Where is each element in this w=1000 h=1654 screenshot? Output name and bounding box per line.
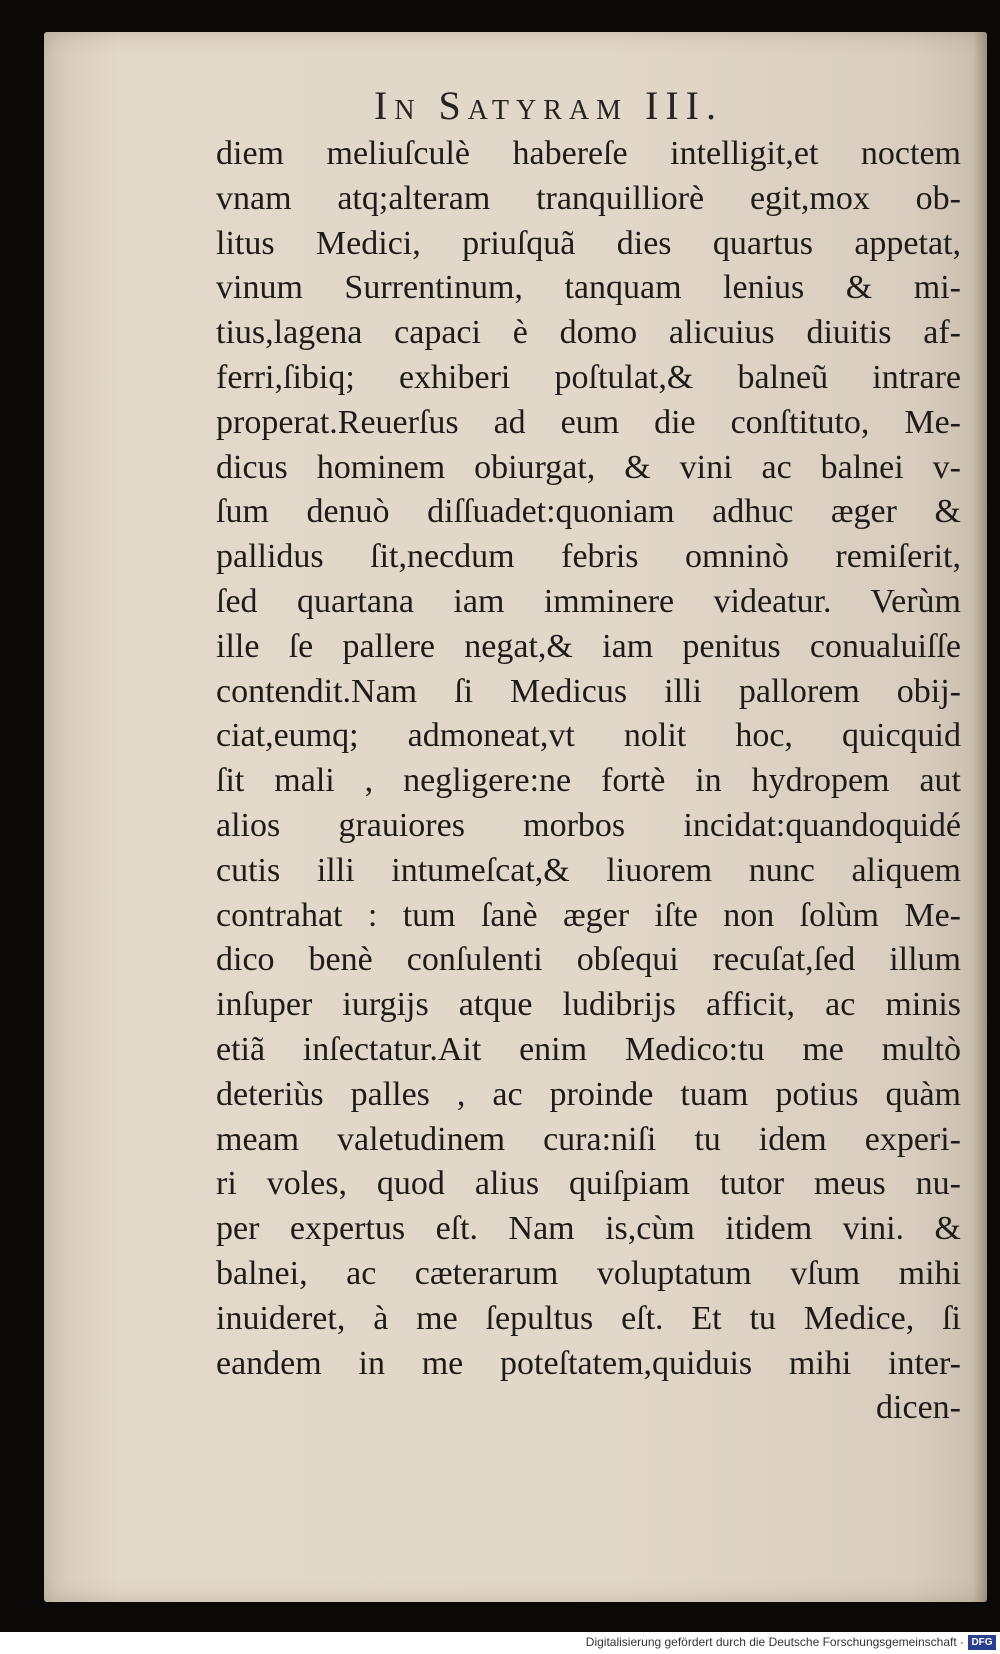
text-line: contendit.Nam ſi Medicus illi pallorem obij- — [216, 672, 961, 710]
text-line: litus Medici, priuſquã dies quartus appetat, — [216, 224, 961, 262]
text-line: alios grauiores morbos incidat:quandoquidé — [216, 806, 961, 844]
text-line: deteriùs palles , ac proinde tuam potius quàm — [216, 1075, 961, 1113]
text-line: ferri,ſibiq; exhiberi poſtulat,& balneũ intrare — [216, 358, 961, 396]
text-line: per expertus eſt. Nam is,cùm itidem vini. & — [216, 1210, 961, 1248]
text-line: vinum Surrentinum, tanquam lenius & mi- — [216, 269, 961, 307]
funding-credit: Digitalisierung gefördert durch die Deutsche Forschungsgemeinschaft · — [585, 1635, 964, 1649]
book-page — [44, 32, 987, 1602]
text-line: ciat,eumq; admoneat,vt nolit hoc, quicquid — [216, 717, 961, 755]
text-line: etiã inſectatur.Ait enim Medico:tu me multò — [216, 1030, 961, 1068]
page-edge-shadow — [973, 32, 987, 1602]
text-line: diem meliuſculè habereſe intelligit,et noctem — [216, 135, 961, 172]
text-line: ri voles, quod alius quiſpiam tutor meus nu- — [216, 1165, 961, 1203]
text-line: ſit mali , negligere:ne fortè in hydropem aut — [216, 762, 961, 800]
text-line: eandem in me poteſtatem,quiduis mihi inter- — [216, 1344, 961, 1382]
text-line: contrahat : tum ſanè æger iſte non ſolùm Me- — [216, 896, 961, 934]
text-line: ſum denuò diſſuadet:quoniam adhuc æger & — [216, 493, 961, 531]
dfg-logo-icon: DFG — [968, 1635, 996, 1650]
catchword: dicen- — [876, 1389, 961, 1427]
text-line: ille ſe pallere negat,& iam penitus conualuiſſe — [216, 627, 961, 665]
text-line: tius,lagena capaci è domo alicuius diuitis af- — [216, 314, 961, 352]
text-line: dicus hominem obiurgat, & vini ac balnei v- — [216, 448, 961, 486]
text-line: inuideret, à me ſepultus eſt. Et tu Medice, ſi — [216, 1299, 961, 1337]
text-line: pallidus ſit,necdum febris omninò remiſerit, — [216, 538, 961, 576]
running-head: In Satyram III. — [374, 83, 723, 128]
text-line: vnam atq;alteram tranquilliorè egit,mox ob- — [216, 179, 961, 217]
body-text — [216, 132, 961, 1431]
text-line: balnei, ac cæterarum voluptatum vſum mihi — [216, 1254, 961, 1292]
text-line: dico benè conſulenti obſequi recuſat,ſed illum — [216, 941, 961, 979]
text-line: properat.Reuerſus ad eum die conſtituto, Me- — [216, 403, 961, 441]
text-line: inſuper iurgijs atque ludibrijs afficit, ac minis — [216, 986, 961, 1024]
text-line: ſed quartana iam imminere videatur. Verùm — [216, 582, 961, 620]
footer-bar — [0, 1632, 1000, 1654]
text-line: meam valetudinem cura:niſi tu idem experi- — [216, 1120, 961, 1158]
text-line: cutis illi intumeſcat,& liuorem nunc aliquem — [216, 851, 961, 889]
